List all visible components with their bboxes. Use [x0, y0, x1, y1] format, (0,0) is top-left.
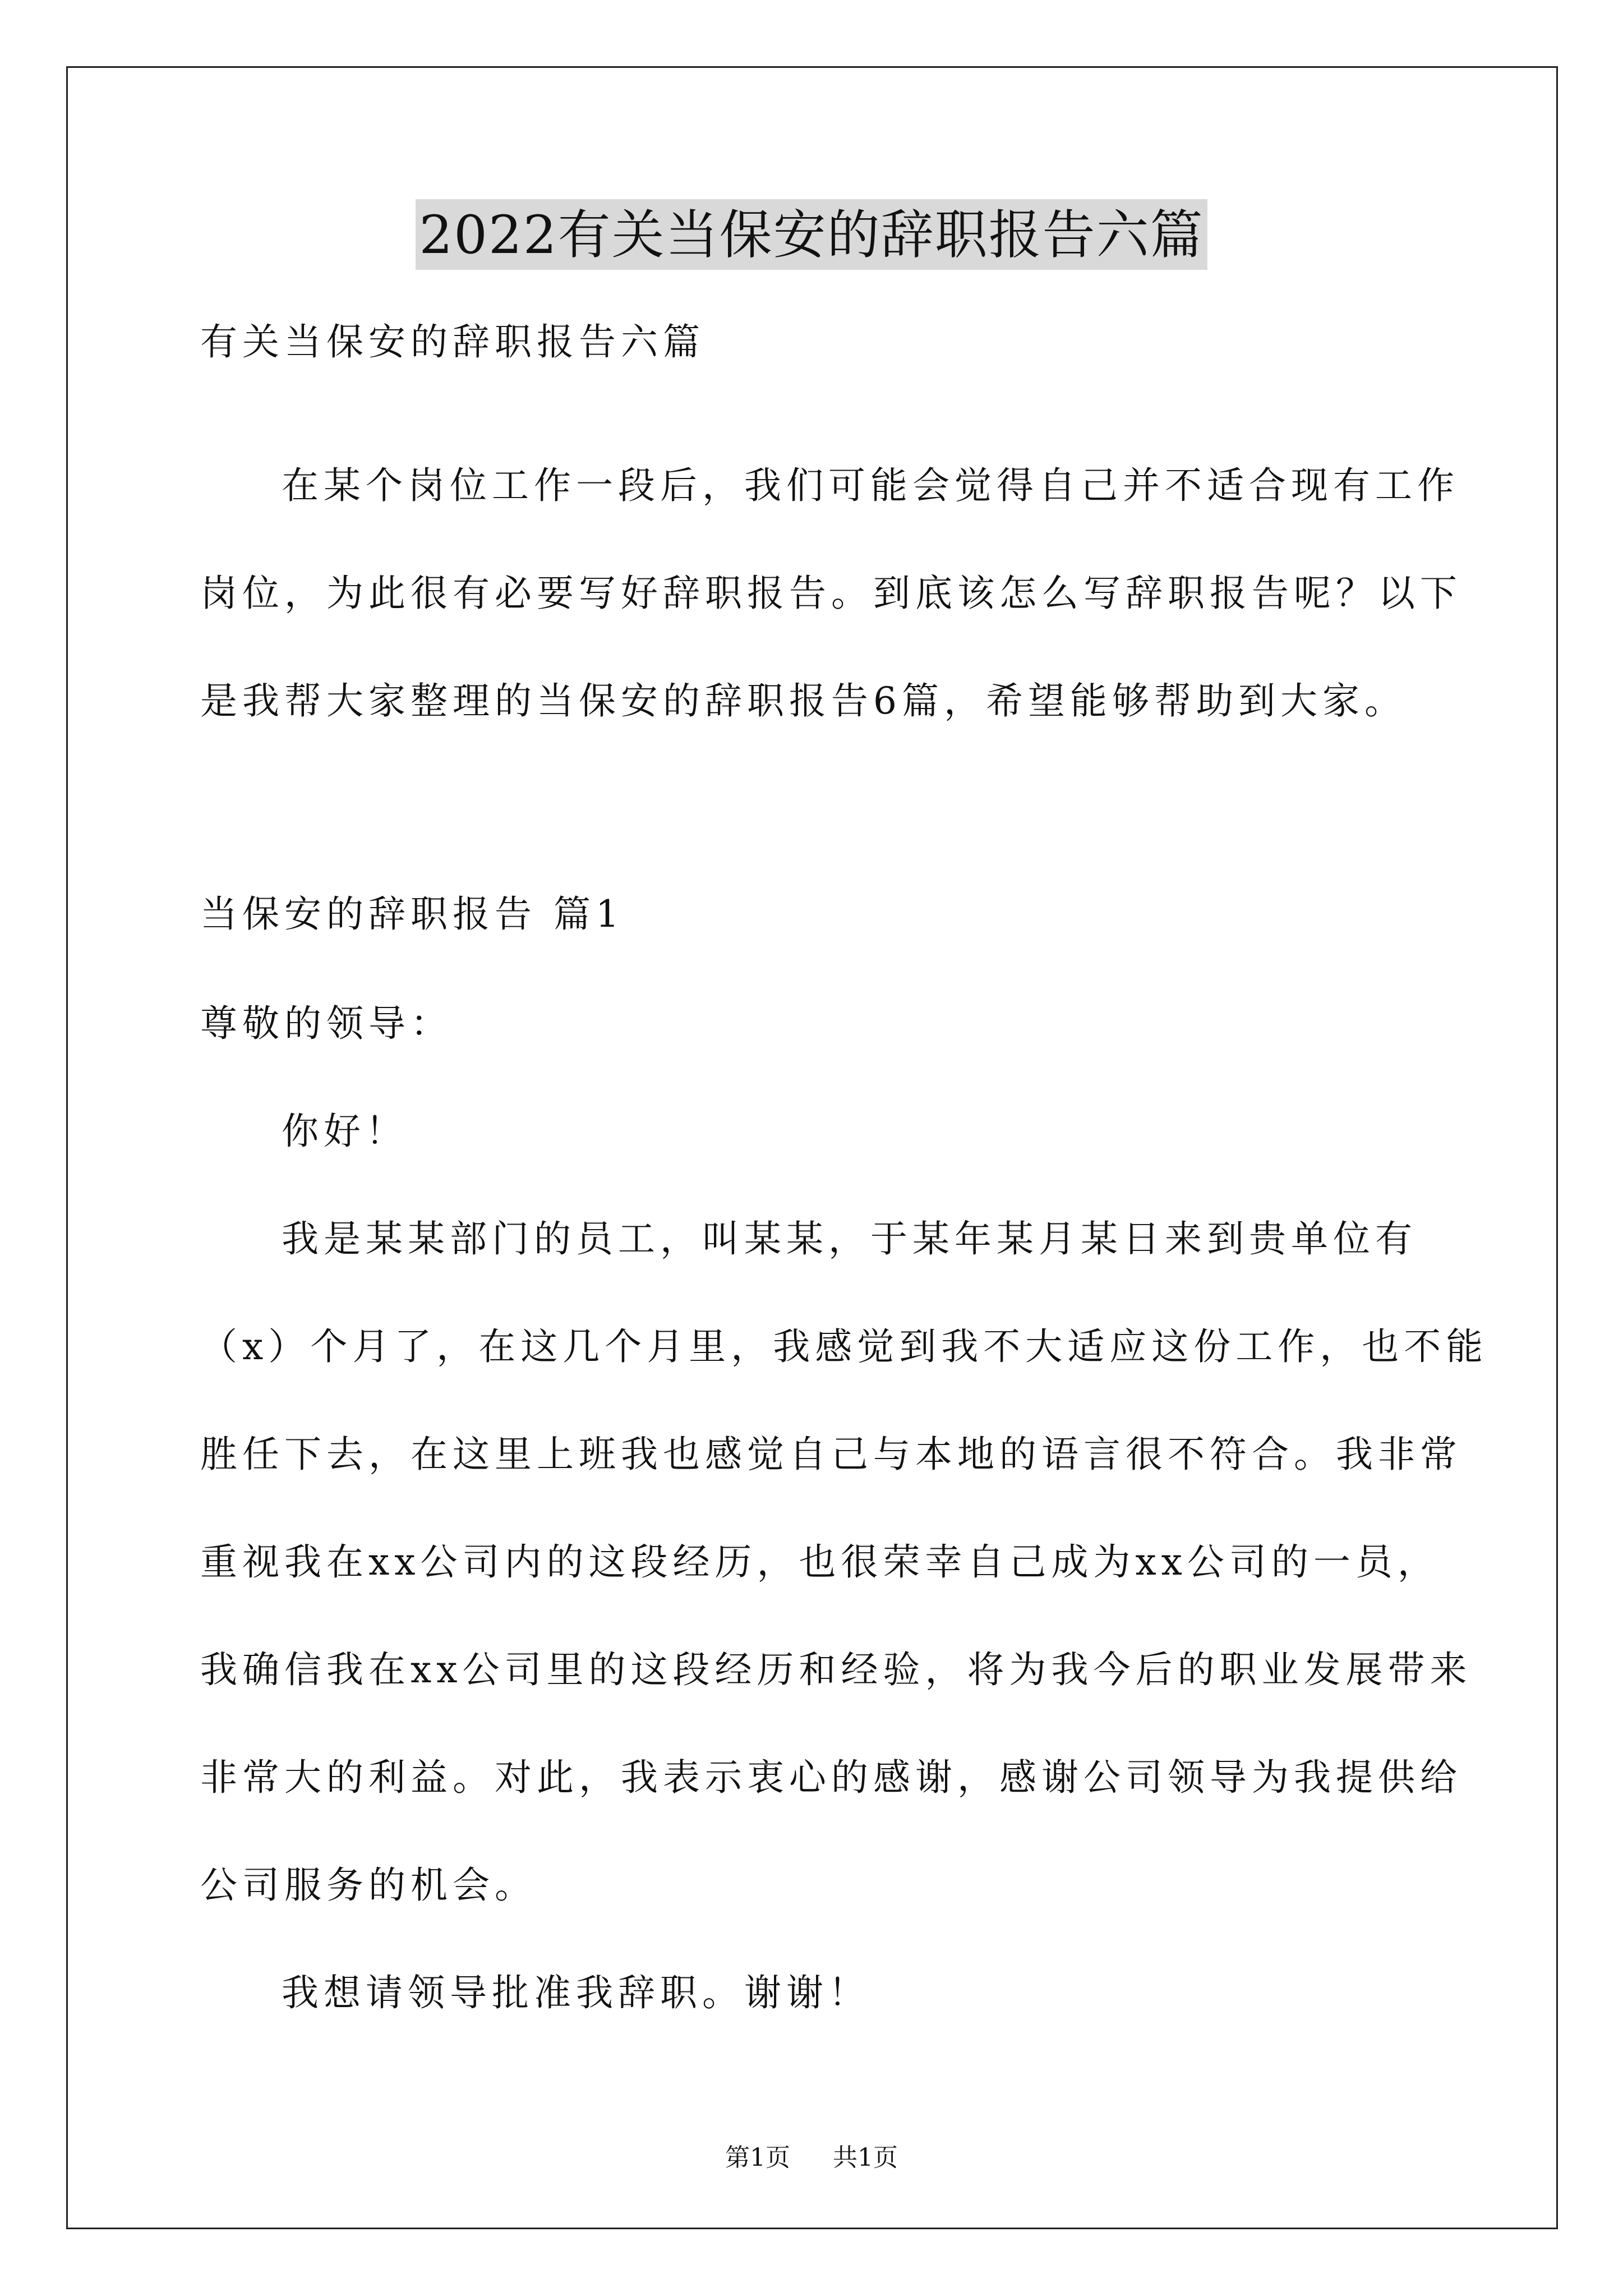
intro-line-3: 是我帮大家整理的当保安的辞职报告6篇，希望能够帮助到大家。	[200, 679, 1407, 723]
body-line-5: 我确信我在xx公司里的这段经历和经验，将为我今后的职业发展带来	[200, 1648, 1472, 1691]
title-container	[0, 199, 1623, 270]
document-title: 2022有关当保安的辞职报告六篇	[416, 199, 1207, 270]
greeting: 你好！	[282, 1110, 408, 1153]
body-line-4: 重视我在xx公司内的这段经历，也很荣幸自己成为xx公司的一员，	[200, 1540, 1440, 1584]
section-heading: 当保安的辞职报告 篇1	[200, 892, 624, 936]
body-line-7: 公司服务的机会。	[200, 1864, 537, 1907]
body-line-6: 非常大的利益。对此，我表示衷心的感谢，感谢公司领导为我提供给	[200, 1756, 1462, 1799]
body-line-3: 胜任下去，在这里上班我也感觉自己与本地的语言很不符合。我非常	[200, 1433, 1462, 1476]
closing-line: 我想请领导批准我辞职。谢谢！	[282, 1971, 870, 2014]
page-number: 第1页	[725, 2143, 790, 2172]
body-line-1: 我是某某部门的员工，叫某某，于某年某月某日来到贵单位有	[282, 1217, 1417, 1260]
intro-line-2: 岗位，为此很有必要写好辞职报告。到底该怎么写辞职报告呢？以下	[200, 572, 1462, 615]
body-line-2: （x）个月了，在这几个月里，我感觉到我不大适应这份工作，也不能	[200, 1325, 1488, 1368]
page-total: 共1页	[833, 2143, 898, 2172]
salutation: 尊敬的领导：	[200, 1002, 453, 1045]
page-footer	[0, 2137, 1623, 2173]
intro-line-1: 在某个岗位工作一段后，我们可能会觉得自己并不适合现有工作	[282, 464, 1459, 507]
document-subtitle: 有关当保安的辞职报告六篇	[200, 320, 705, 364]
